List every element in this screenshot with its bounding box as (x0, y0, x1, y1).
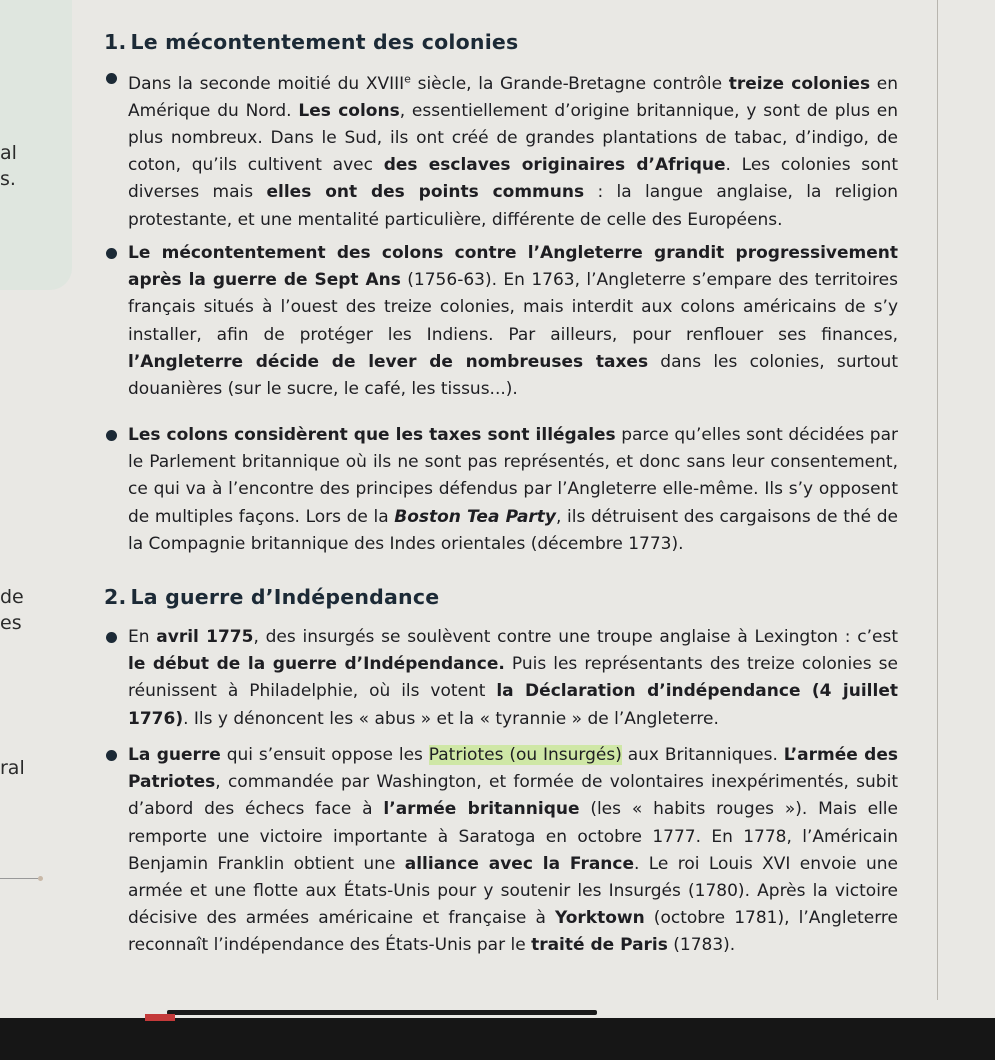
highlighted-run: Patriotes (ou Insurgés) (428, 745, 622, 765)
bold-run: alliance avec la France (404, 853, 635, 874)
text-run: dans les colonies, surtout douanières (sur le sucre, le café, les tissus...). (128, 351, 899, 400)
bold-run: Le mécontentement des colons contre l’Angleterre grandit progressivement après la guerre de Sept Ans (128, 243, 898, 291)
column-rule (937, 0, 938, 1000)
text-run: . Ils y dénoncent les « abus » et la « tyrannie » de l’Angleterre. (183, 708, 719, 729)
text-run: : la langue anglaise, la religion protestante, et une mentalité particulière, différente de celle des Européens. (128, 182, 898, 230)
text-run: (les « habits rouges »). Mais elle remporte une victoire importante à Saratoga en octobre 1777. En 1778, l’Américain Benjamin Franklin obtient une (128, 799, 898, 874)
paragraph (128, 422, 898, 558)
bullet-icon (106, 430, 117, 441)
section-title: Le mécontentement des colonies (130, 30, 519, 54)
text-run: (octobre 1781), l’Angleterre reconnaît l’indépendance des États-Unis par le (128, 908, 898, 956)
text-run: aux Britanniques. (621, 745, 784, 765)
text-run: , ils détruisent des cargaisons de thé de la Compagnie britannique des Indes orientales (décembre 1773). (128, 506, 898, 554)
bold-run: L’armée des Patriotes (128, 745, 899, 793)
bold-run: traité de Paris (531, 935, 668, 956)
bottom-marker (145, 1014, 175, 1021)
bottom-bar (167, 1010, 597, 1015)
section-title: La guerre d’Indépendance (130, 585, 440, 609)
bullet-icon (106, 632, 117, 643)
bold-run: La guerre (128, 745, 221, 765)
section-heading (104, 585, 439, 609)
bullet-icon (106, 750, 117, 761)
text-run: siècle, la Grande-Bretagne contrôle (410, 73, 729, 94)
bold-run: Les colons considèrent que les taxes sont illégales (128, 425, 616, 445)
text-run: , essentiellement d’origine britannique, y sont de plus en plus nombreux. Dans le Sud, ils ont créé de grandes plantations de tabac, d’indigo, de coton, qu’ils cultivent avec (128, 100, 898, 176)
text-run: Puis les représentants des treize colonies se réunissent à Philadelphie, où ils votent (128, 654, 898, 702)
text-run: En (128, 627, 157, 647)
text-run: parce qu’elles sont décidées par le Parlement britannique où ils ne sont pas représentés, et donc sans leur consentement, ce qui va à l’encontre des principes défendus par l’Angleterre elle-même. Ils s’y opposent de multiples façons. Lors de la (128, 425, 898, 527)
paragraph (128, 624, 898, 733)
bullet-icon (106, 73, 117, 84)
text-run: (1756-63). En 1763, l’Angleterre s’empare des territoires français situés à l’ouest des treize colonies, mais interdit aux colons américains de s’y installer, afin de protéger les Indiens. Par ailleurs, pour renflouer ses finances, (128, 270, 898, 345)
text-run: . Le roi Louis XVI envoie une armée et une flotte aux États-Unis pour y soutenir les Insurgés (1780). Après la victoire décisive des armées américaine et française à (128, 853, 898, 929)
margin-fragment: ral (0, 757, 25, 779)
text-run: en Amérique du Nord. (128, 73, 898, 121)
bold-run: Yorktown (554, 908, 645, 929)
section-heading (104, 30, 518, 54)
screen-bottom-edge (0, 1018, 995, 1060)
margin-rule (0, 878, 38, 879)
section-number: 1. (104, 30, 127, 54)
text-run: , des insurgés se soulèvent contre une troupe anglaise à Lexington : c’est (253, 627, 899, 647)
paragraph-text (128, 627, 898, 729)
bullet-icon (106, 248, 117, 259)
section-number: 2. (104, 585, 127, 609)
paragraph-text (128, 74, 898, 230)
paragraph-text (128, 243, 898, 399)
bold-run: avril 1775 (156, 627, 254, 647)
text-run: Dans la seconde moitié du XVIII (128, 73, 405, 94)
bold-run: l’armée britannique (383, 799, 580, 820)
text-run: qui s’ensuit oppose les (220, 745, 429, 765)
bold-run: Les colons (298, 100, 400, 121)
paragraph (128, 240, 898, 403)
bold-run: des esclaves originaires d’Afrique (383, 155, 726, 176)
margin-fragment: s. (0, 168, 16, 190)
text-run: (1783). (667, 935, 736, 956)
bold-run: le début de la guerre d’Indépendance. (128, 654, 505, 675)
text-run: e (404, 72, 411, 85)
margin-fragment: de (0, 586, 24, 608)
bold-run: Boston Tea Party (394, 506, 557, 527)
paragraph-text (128, 745, 898, 955)
text-run: . Les colonies sont diverses mais (128, 155, 898, 203)
text-run: , commandée par Washington, et formée de volontaires inexpérimentés, subit d’abord des échecs face à (128, 772, 898, 820)
margin-fragment: es (0, 612, 22, 634)
margin-dot (38, 876, 43, 881)
bold-run: elles ont des points communs (266, 182, 585, 203)
bold-run: treize colonies (728, 73, 871, 94)
bold-run: l’Angleterre décide de lever de nombreuses taxes (128, 351, 649, 372)
paragraph (128, 742, 898, 960)
paragraph (128, 65, 898, 234)
paragraph-text (128, 425, 898, 554)
bold-run: la Déclaration d’indépendance (4 juillet 1776) (128, 681, 898, 729)
margin-fragment: al (0, 142, 17, 164)
